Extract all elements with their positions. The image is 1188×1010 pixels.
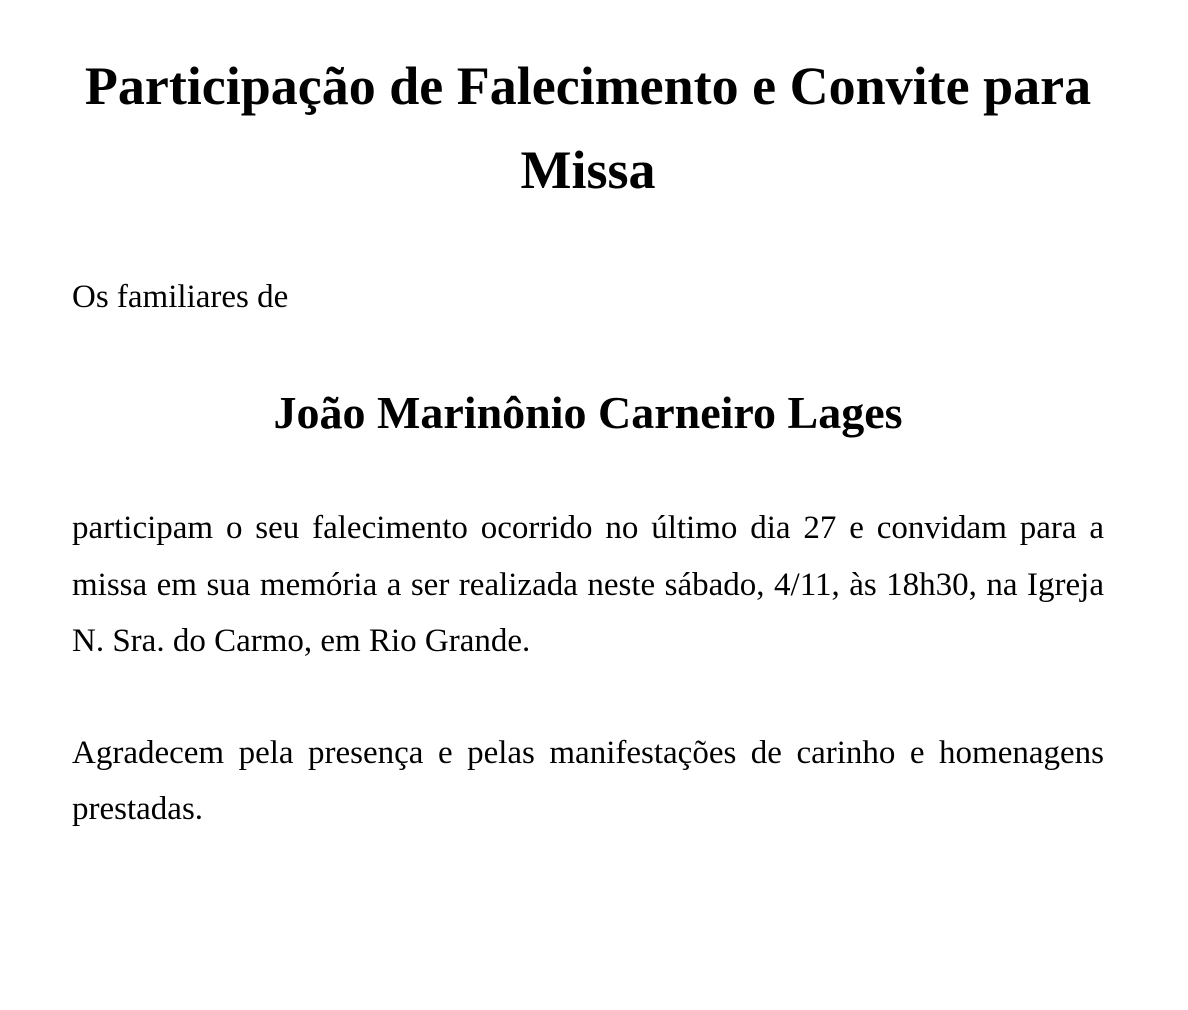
thanks-paragraph: Agradecem pela presença e pelas manifestações de carinho e homenagens prestadas. — [72, 734, 1104, 828]
announcement-paragraph: participam o seu falecimento ocorrido no último dia 27 e convidam para a missa em sua memória a ser realizada neste sábado, 4/11, às 18h30, na Igreja N. Sra. do Carmo, em Rio Grande. — [72, 510, 1104, 660]
page-title: Participação de Falecimento e Convite para Missa — [84, 56, 1092, 201]
deceased-name: João Marinônio Carneiro Lages — [273, 386, 903, 438]
intro-line: Os familiares de — [72, 279, 289, 316]
